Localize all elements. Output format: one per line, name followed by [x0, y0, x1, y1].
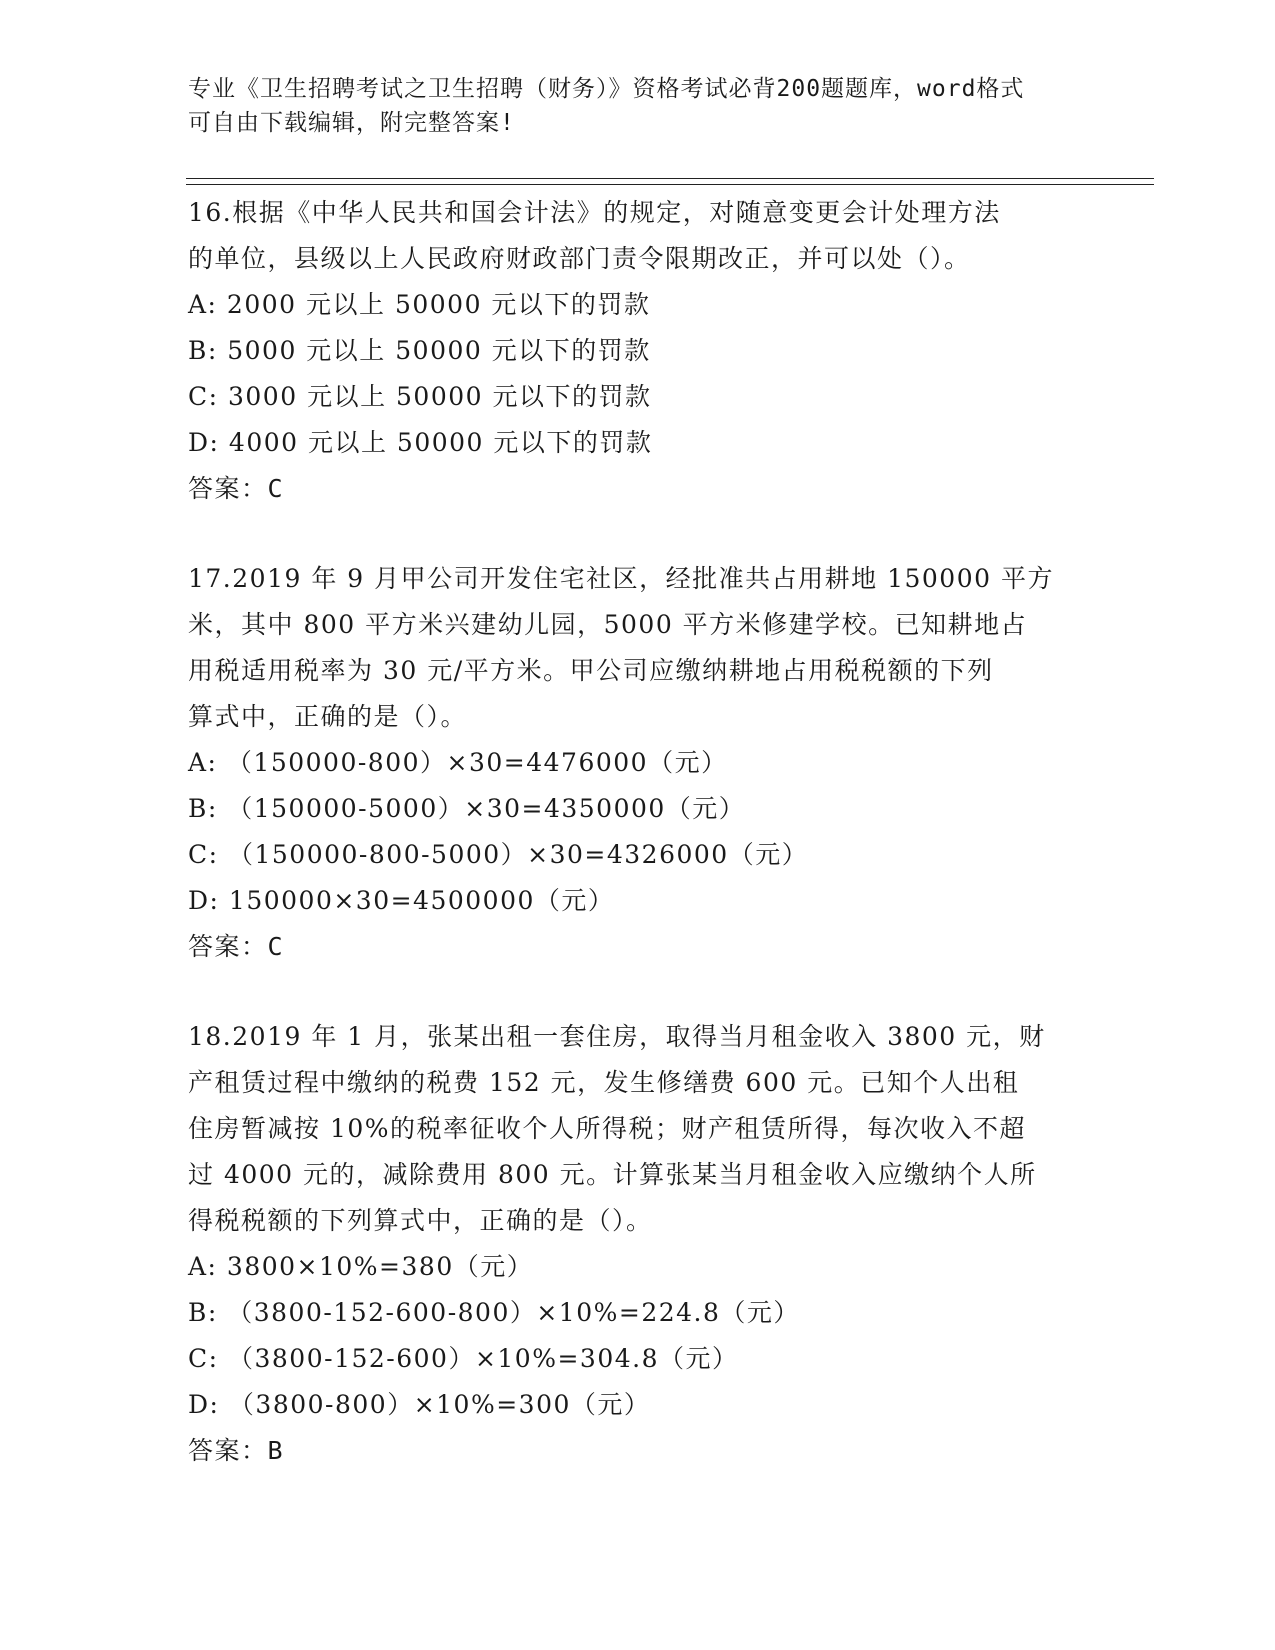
option-b: B: （150000-5000）×30=4350000（元） [188, 794, 746, 823]
question-stem-line: 的单位，县级以上人民政府财政部门责令限期改正，并可以处（）。 [188, 244, 971, 273]
option-c: C: （150000-800-5000）×30=4326000（元） [188, 840, 809, 869]
option-d: D: 4000 元以上 50000 元以下的罚款 [188, 428, 653, 457]
option-c: C: 3000 元以上 50000 元以下的罚款 [188, 382, 652, 411]
question-list [188, 190, 1088, 1518]
question-17 [188, 556, 1088, 970]
question-stem-line: 17.2019 年 9 月甲公司开发住宅社区，经批准共占用耕地 150000 平方 [188, 564, 1054, 593]
header-divider-bottom [186, 184, 1154, 185]
option-b: B: （3800-152-600-800）×10%=224.8（元） [188, 1298, 800, 1327]
answer-label: 答案： [188, 474, 268, 503]
answer-line [188, 924, 1088, 970]
option-d: D: 150000×30=4500000（元） [188, 886, 615, 915]
answer-value: B [267, 1436, 285, 1465]
option-b: B: 5000 元以上 50000 元以下的罚款 [188, 336, 651, 365]
option-c: C: （3800-152-600）×10%=304.8（元） [188, 1344, 739, 1373]
question-stem-line: 住房暂减按 10%的税率征收个人所得税；财产租赁所得，每次收入不超 [188, 1114, 1027, 1143]
header-line-1: 专业《卫生招聘考试之卫生招聘（财务）》资格考试必背200题题库，word格式 [188, 76, 1025, 102]
answer-line [188, 466, 1088, 512]
answer-label: 答案： [188, 1436, 268, 1465]
question-18 [188, 1014, 1088, 1474]
question-stem-line: 产租赁过程中缴纳的税费 152 元，发生修缮费 600 元。已知个人出租 [188, 1068, 1020, 1097]
header-divider-top [186, 178, 1154, 179]
question-stem-line: 得税税额的下列算式中，正确的是（）。 [188, 1206, 653, 1235]
answer-label: 答案： [188, 932, 268, 961]
question-16 [188, 190, 1088, 512]
option-a: A: （150000-800）×30=4476000（元） [188, 748, 728, 777]
question-stem-line: 过 4000 元的，减除费用 800 元。计算张某当月租金收入应缴纳个人所 [188, 1160, 1037, 1189]
answer-value: C [267, 932, 285, 961]
answer-value: C [267, 474, 285, 503]
option-a: A: 3800×10%=380（元） [188, 1252, 534, 1281]
option-a: A: 2000 元以上 50000 元以下的罚款 [188, 290, 651, 319]
question-stem-line: 米，其中 800 平方米兴建幼儿园，5000 平方米修建学校。已知耕地占 [188, 610, 1028, 639]
question-stem-line: 18.2019 年 1 月，张某出租一套住房，取得当月租金收入 3800 元，财 [188, 1022, 1046, 1051]
question-stem-line: 16.根据《中华人民共和国会计法》的规定，对随意变更会计处理方法 [188, 198, 1001, 227]
question-stem-line: 用税适用税率为 30 元/平方米。甲公司应缴纳耕地占用税税额的下列 [188, 656, 994, 685]
answer-line [188, 1428, 1088, 1474]
header-line-2: 可自由下载编辑，附完整答案! [188, 110, 515, 136]
option-d: D: （3800-800）×10%=300（元） [188, 1390, 651, 1419]
question-stem-line: 算式中，正确的是（）。 [188, 702, 468, 731]
document-header [188, 72, 1088, 140]
